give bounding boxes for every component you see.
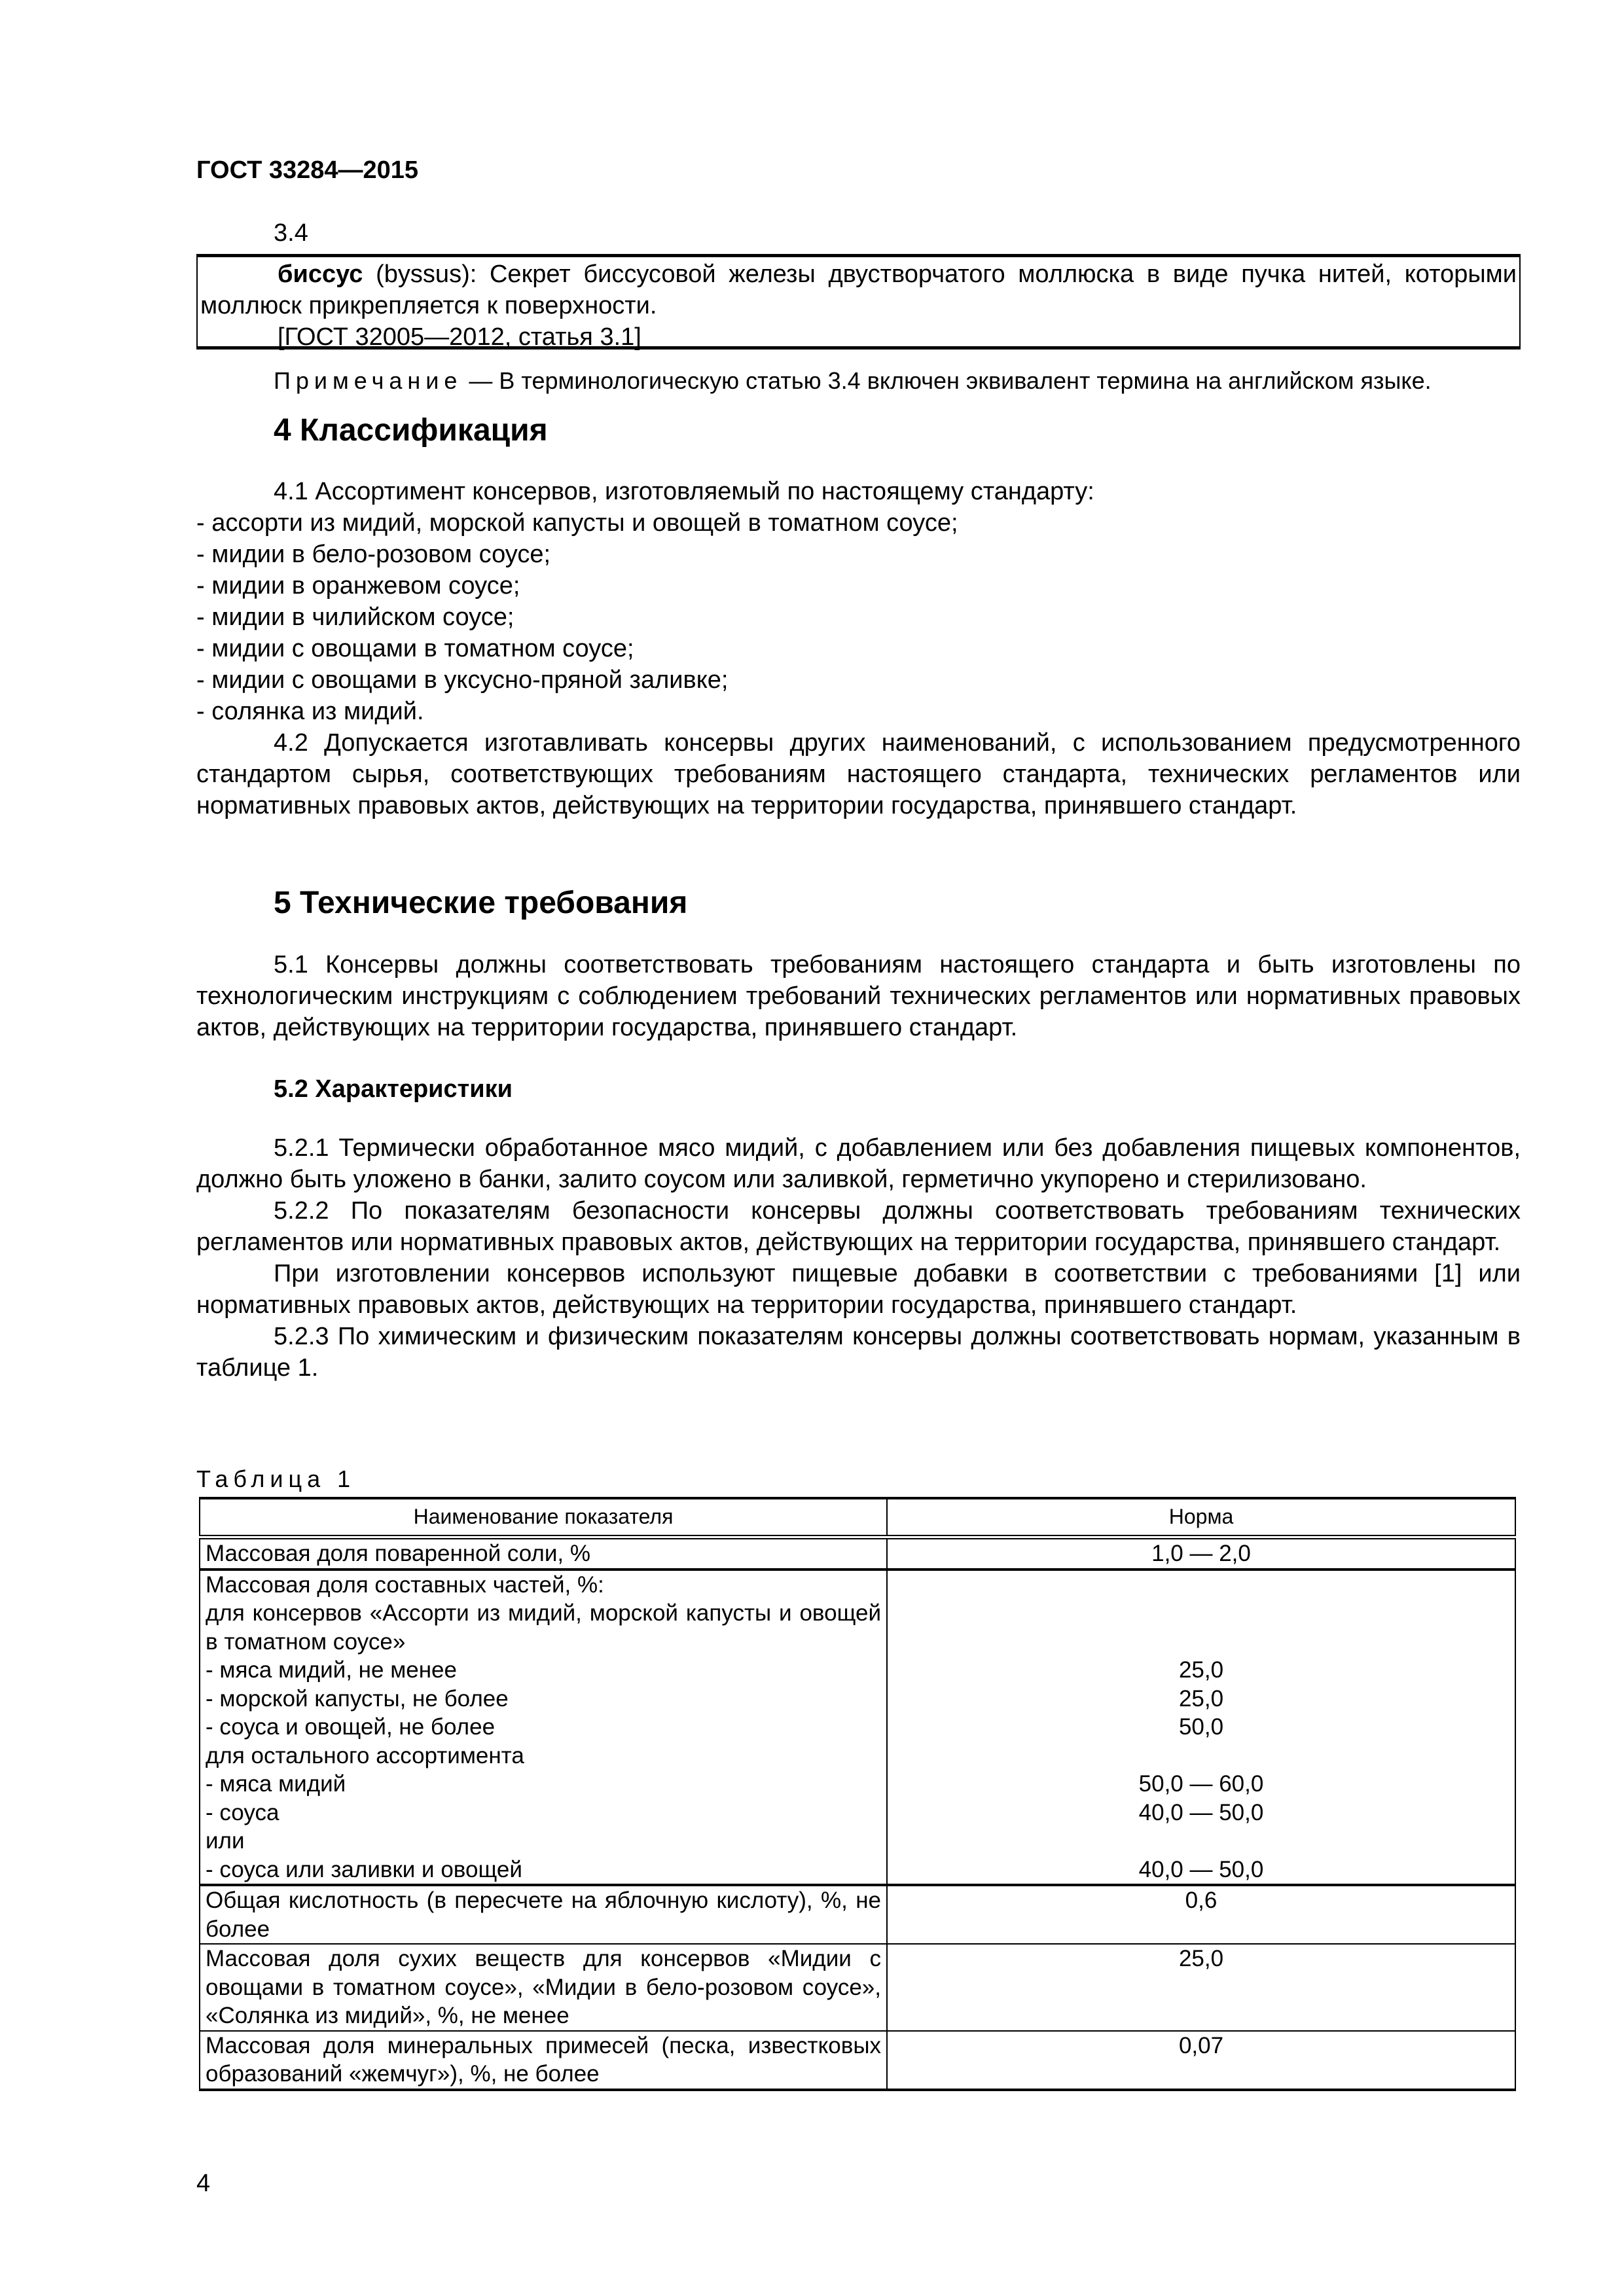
table-row (200, 2031, 1515, 2090)
term-definition-text: (byssus): Секрет биссусовой железы двустворчатого моллюска в виде пучка нитей, которыми моллюск прикрепляется к поверхности. (200, 260, 1517, 319)
row-value: 0,6 (887, 1885, 1515, 1944)
row-name: Массовая доля составных частей, %: для консервов «Ассорти из мидий, морской капусты и овощей в томатном соусе» - мяса мидий, не менее - морской капусты, не более - соуса и овощей, не более для остального ассортимента - мяса мидий - соуса или - соуса или заливки и овощей (200, 1570, 887, 1886)
section-5-title: 5 Технические требования (274, 886, 688, 920)
term-box (196, 254, 1521, 350)
document-id: ГОСТ 33284—2015 (196, 156, 419, 184)
row-value: 25,0 25,0 50,0 50,0 — 60,0 40,0 — 50,0 40,0 — 50,0 (887, 1570, 1515, 1886)
note-label: Примечание (274, 367, 463, 394)
section-5-2-body (196, 1132, 1521, 1384)
page-number: 4 (196, 2170, 211, 2197)
table-row (200, 1885, 1515, 1944)
note (196, 365, 1521, 397)
table-row (200, 1944, 1515, 2031)
row-name: Массовая доля сухих веществ для консервов «Мидии с овощами в томатном соусе», «Мидии в бело-розовом соусе», «Солянка из мидий», %, не менее (200, 1944, 887, 2031)
row-value: 25,0 (887, 1944, 1515, 2031)
list-item: - солянка из мидий. (196, 698, 424, 725)
list-item: - ассорти из мидий, морской капусты и овощей в томатном соусе; (196, 509, 958, 537)
row-value: 0,07 (887, 2031, 1515, 2090)
term-number: 3.4 (274, 219, 308, 247)
subsection-5-2-title: 5.2 Характеристики (274, 1075, 513, 1103)
section-4-title: 4 Классификация (274, 413, 548, 448)
term-bold: биссус (278, 260, 363, 288)
para-5-1: 5.1 Консервы должны соответствовать требованиям настоящего стандарта и быть изготовлены по технологическим инструкциям с соблюдением требований технических регламентов или нормативных правовых актов, действующих на территории государства, принявшего стандарт. (196, 951, 1521, 1041)
section-4-body (196, 476, 1521, 821)
table-1 (199, 1497, 1523, 2091)
row-name: Массовая доля поваренной соли, % (200, 1537, 887, 1570)
para-5-2-2: 5.2.2 По показателям безопасности консервы должны соответствовать требованиям технических регламентов или нормативных правовых актов, действующих на территории государства, принявшего стандарт. (196, 1197, 1521, 1256)
column-header: Норма (887, 1498, 1515, 1537)
section-5-1 (196, 949, 1521, 1043)
para-5-2-3: 5.2.3 По химическим и физическим показателям консервы должны соответствовать нормам, указанным в таблице 1. (196, 1323, 1521, 1382)
list-item: - мидии в оранжевом соусе; (196, 572, 520, 600)
para-4-2: 4.2 Допускается изготавливать консервы других наименований, с использованием предусмотренного стандартом сырья, соответствующих требованиям настоящего стандарта, технических регламентов или нормативных правовых актов, действующих на территории государства, принявшего стандарт. (196, 729, 1521, 819)
list-item: - мидии с овощами в томатном соусе; (196, 635, 634, 662)
table-row (200, 1570, 1515, 1886)
para-5-2-1: 5.2.1 Термически обработанное мясо мидий, с добавлением или без добавления пищевых компонентов, должно быть уложено в банки, залито соусом или заливкой, герметично укупорено и стерилизовано. (196, 1134, 1521, 1193)
table-row (200, 1537, 1515, 1570)
para-5-2-2b: При изготовлении консервов используют пищевые добавки в соответствии с требованиями [1] или нормативных правовых актов, действующих на территории государства, принявшего стандарт. (196, 1260, 1521, 1319)
table-caption: Таблица 1 (196, 1465, 356, 1492)
list-item: - мидии в чилийском соусе; (196, 603, 514, 631)
list-item: - мидии в бело-розовом соусе; (196, 541, 551, 568)
column-header: Наименование показателя (200, 1498, 887, 1537)
list-item: - мидии с овощами в уксусно-пряной заливке; (196, 666, 729, 694)
row-value: 1,0 — 2,0 (887, 1537, 1515, 1570)
row-name: Массовая доля минеральных примесей (песка, известковых образований «жемчуг»), %, не более (200, 2031, 887, 2090)
para-4-1: 4.1 Ассортимент консервов, изготовляемый по настоящему стандарту: (274, 478, 1094, 505)
term-source: [ГОСТ 32005—2012, статья 3.1] (278, 323, 641, 351)
row-name: Общая кислотность (в пересчете на яблочную кислоту), %, не более (200, 1885, 887, 1944)
term-definition (200, 259, 1517, 321)
note-text: — В терминологическую статью 3.4 включен эквивалент термина на английском языке. (462, 367, 1432, 394)
